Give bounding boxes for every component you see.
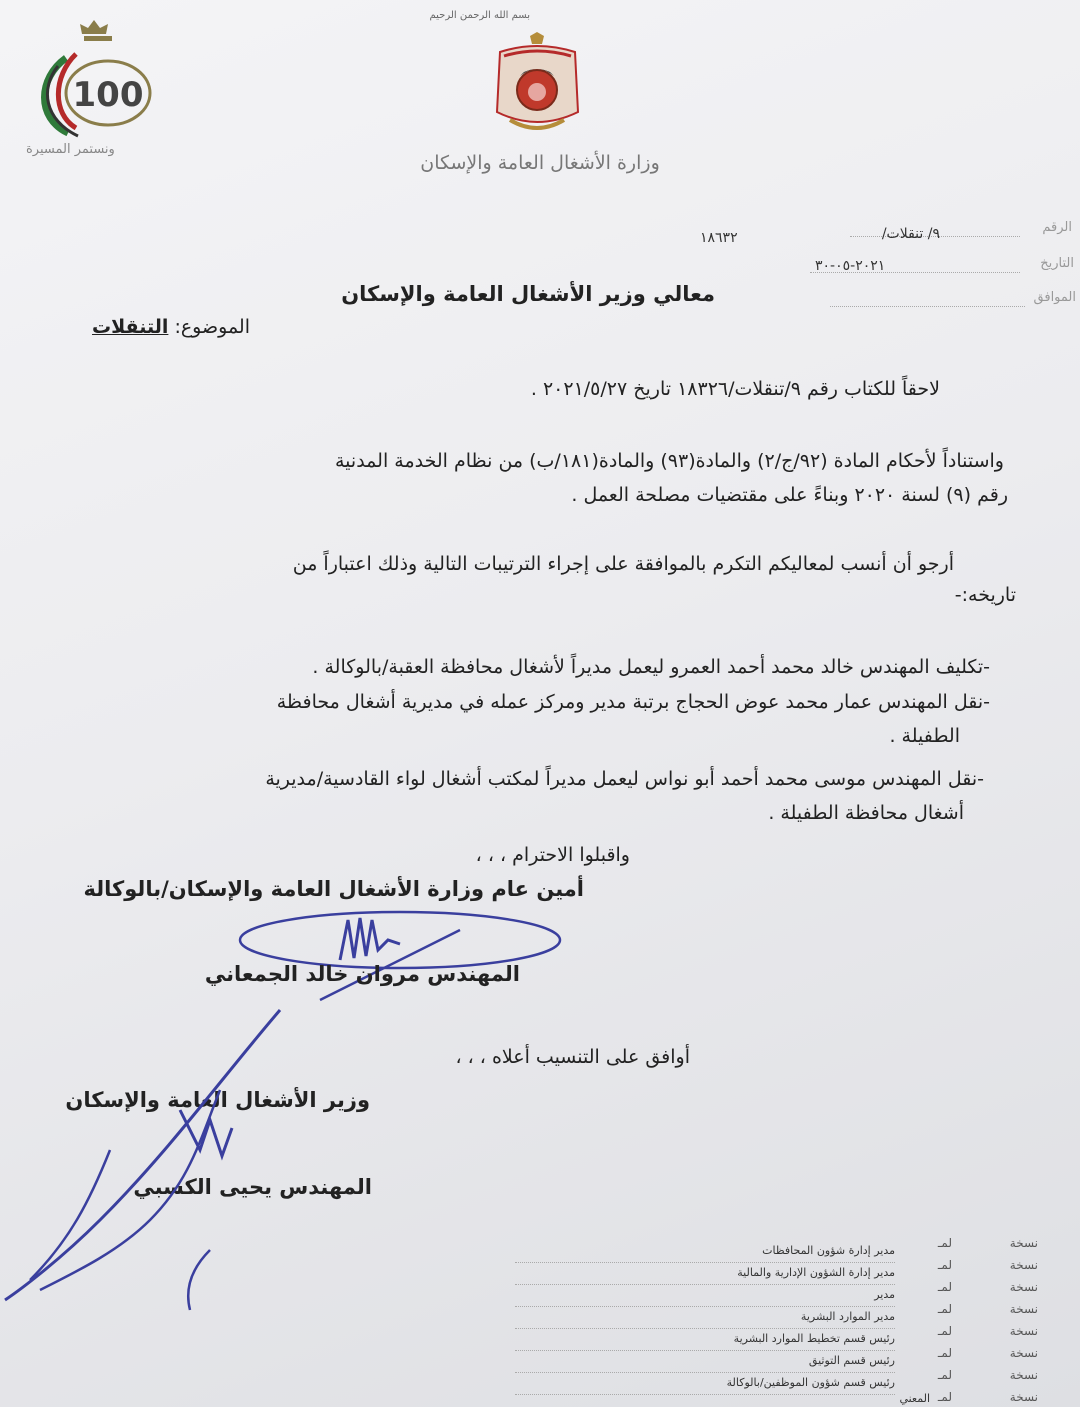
copy-to: لمـ [937, 1390, 952, 1404]
copy-entry: مدير إدارة شؤون المحافظات [762, 1244, 895, 1257]
copy-label: نسخة [1009, 1324, 1038, 1338]
copy-label: نسخة [1009, 1258, 1038, 1272]
copy-to: لمـ [937, 1324, 952, 1338]
approval-text: أوافق على التنسيب أعلاه ، ، ، [455, 1046, 690, 1068]
copy-entry: مدير [874, 1288, 895, 1301]
subject-label: الموضوع: [174, 316, 250, 338]
copy-to: لمـ [937, 1346, 952, 1360]
copy-label: نسخة [1009, 1346, 1038, 1360]
secretary-title: أمين عام وزارة الأشغال العامة والإسكان/بالوكالة [83, 877, 584, 901]
copy-to: لمـ [937, 1368, 952, 1382]
copy-label: نسخة [1009, 1236, 1038, 1250]
copy-line [515, 1372, 895, 1373]
ministry-name: وزارة الأشغال العامة والإسكان [420, 152, 660, 174]
closing: واقبلوا الاحترام ، ، ، [475, 844, 630, 866]
minister-title: وزير الأشغال العامة والإسكان [65, 1088, 370, 1112]
corresponding-label: الموافق [1033, 290, 1076, 305]
copy-line [515, 1306, 895, 1307]
subject [92, 316, 250, 338]
subject-value: التنقلات [92, 316, 169, 338]
copy-to: لمـ [937, 1302, 952, 1316]
copy-line [515, 1284, 895, 1285]
centennial-logo-icon [18, 18, 163, 143]
copy-line [515, 1350, 895, 1351]
copy-to: لمـ [937, 1236, 952, 1250]
request-line-2: تاريخه:- [954, 584, 1016, 606]
copy-label: نسخة [1009, 1390, 1038, 1404]
copy-label: نسخة [1009, 1302, 1038, 1316]
copy-entry: رئيس قسم التوثيق [808, 1354, 895, 1367]
number-value: ٩/ تنقلات/ [881, 226, 940, 242]
minister-signature-icon [0, 1000, 360, 1320]
centennial-logo [18, 18, 163, 168]
secretary-name: المهندس مروان خالد الجمعاني [204, 962, 520, 986]
request-line-1: أرجو أن أنسب لمعاليكم التكرم بالموافقة على إجراء الترتيبات التالية وذلك اعتباراً من [292, 553, 954, 575]
copy-entry: رئيس قسم شؤون الموظفين/بالوكالة [726, 1376, 895, 1389]
coat-of-arms-icon [490, 32, 585, 142]
copy-entry: مدير الموارد البشرية [800, 1310, 895, 1323]
copy-label: نسخة [1009, 1280, 1038, 1294]
reference-paragraph: لاحقاً للكتاب رقم ٩/تنقلات/١٨٣٢٦ تاريخ ٢٠٢١/٥/٢٧ . [530, 378, 940, 400]
list-item-3: -نقل المهندس موسى محمد أحمد أبو نواس ليعمل مديراً لمكتب أشغال لواء القادسية/مديرية [265, 768, 984, 790]
copy-to: لمـ [937, 1280, 952, 1294]
corresponding-line [830, 306, 1025, 307]
copy-line [515, 1262, 895, 1263]
serial-number: ١٨٦٣٢ [700, 230, 738, 246]
list-item-2: -نقل المهندس عمار محمد عوض الحجاج برتبة مدير ومركز عمله في مديرية أشغال محافظة [276, 691, 990, 713]
number-label: الرقم [1042, 220, 1072, 235]
date-value: ٢٠٢١-٠٥-٣٠ [815, 258, 886, 274]
recipient: معالي وزير الأشغال العامة والإسكان [341, 282, 715, 306]
copy-to: لمـ [937, 1258, 952, 1272]
copy-entry: المعني [899, 1392, 930, 1405]
copy-entry: مدير إدارة الشؤون الإدارية والمالية [737, 1266, 895, 1279]
copy-line [515, 1394, 895, 1395]
list-item-2-cont: الطفيلة . [889, 725, 960, 747]
list-item-3-cont: أشغال محافظة الطفيلة . [768, 802, 964, 824]
bismillah-text: بسم الله الرحمن الرحيم [429, 10, 530, 21]
copy-line [515, 1328, 895, 1329]
coat-of-arms [490, 32, 585, 142]
legal-basis-line-2: رقم (٩) لسنة ٢٠٢٠ وبناءً على مقتضيات مصلحة العمل . [571, 484, 1008, 506]
list-item-1: -تكليف المهندس خالد محمد أحمد العمرو ليعمل مديراً لأشغال محافظة العقبة/بالوكالة . [312, 656, 990, 678]
date-label: التاريخ [1040, 256, 1074, 271]
copy-label: نسخة [1009, 1368, 1038, 1382]
legal-basis-line-1: واستناداً لأحكام المادة (٩٢/ج/٢) والمادة(٩٣) والمادة(١٨١/ب) من نظام الخدمة المدنية [335, 450, 1004, 472]
logo-slogan: ونستمر المسيرة [26, 142, 115, 157]
copy-entry: رئيس قسم تخطيط الموارد البشرية [733, 1332, 895, 1345]
minister-name: المهندس يحيى الكسبي [133, 1175, 372, 1199]
logo-number: 100 [72, 75, 144, 115]
secretary-signature-icon [200, 900, 580, 1010]
